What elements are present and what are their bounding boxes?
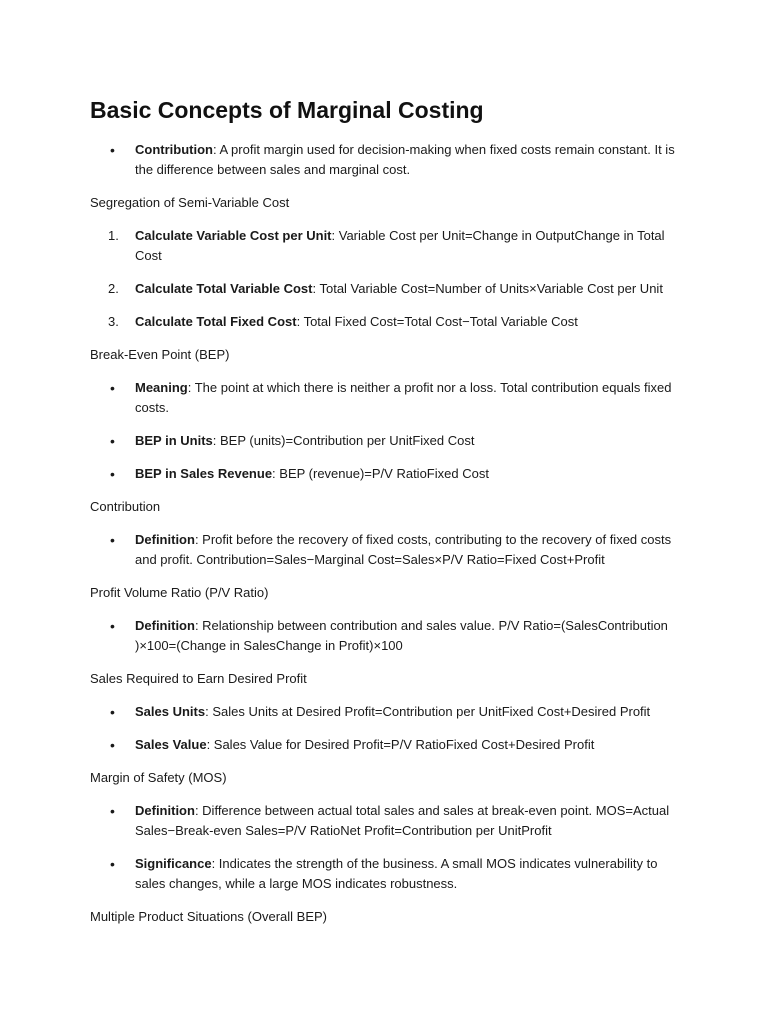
list-item xyxy=(90,854,680,894)
item-term: Contribution xyxy=(135,142,213,157)
item-term: Significance xyxy=(135,856,212,871)
section-heading: Multiple Product Situations (Overall BEP) xyxy=(90,909,327,924)
page-title: Basic Concepts of Marginal Costing xyxy=(90,97,484,123)
item-term: Definition xyxy=(135,803,195,818)
section-heading: Break-Even Point (BEP) xyxy=(90,347,230,362)
item-text: : A profit margin used for decision-making when fixed costs remain constant. It is the difference between sales and marginal cost. xyxy=(135,142,675,177)
bullet-list xyxy=(90,530,680,570)
document-body xyxy=(90,140,680,940)
bullet-icon: • xyxy=(110,433,115,449)
item-text: : Total Fixed Cost=Total Cost−Total Variable Cost xyxy=(296,314,578,329)
section-heading: Sales Required to Earn Desired Profit xyxy=(90,671,307,686)
list-item xyxy=(90,431,680,451)
item-text: : Relationship between contribution and sales value. P/V Ratio=(SalesContribution )×100=(Change in SalesChange in Profit)×100 xyxy=(135,618,668,653)
bullet-icon: • xyxy=(110,380,115,396)
item-term: Calculate Variable Cost per Unit xyxy=(135,228,332,243)
bullet-icon: • xyxy=(110,618,115,634)
numbered-list xyxy=(90,226,680,332)
bullet-icon: • xyxy=(110,142,115,158)
list-number: 1. xyxy=(108,228,119,243)
item-text: : Total Variable Cost=Number of Units×Variable Cost per Unit xyxy=(312,281,663,296)
list-item xyxy=(90,530,680,570)
list-item xyxy=(90,312,680,332)
bullet-list xyxy=(90,378,680,484)
item-term: Calculate Total Fixed Cost xyxy=(135,314,297,329)
list-item xyxy=(90,140,680,180)
item-term: BEP in Units xyxy=(135,433,213,448)
list-item xyxy=(90,378,680,418)
section-heading: Segregation of Semi-Variable Cost xyxy=(90,195,290,210)
item-text: : Sales Units at Desired Profit=Contribution per UnitFixed Cost+Desired Profit xyxy=(205,704,651,719)
item-term: Definition xyxy=(135,618,195,633)
bullet-list xyxy=(90,616,680,656)
section-heading: Profit Volume Ratio (P/V Ratio) xyxy=(90,585,269,600)
item-text: : Profit before the recovery of fixed costs, contributing to the recovery of fixed costs and profit. Contribution=Sales−Marginal Cost=Sales×P/V Ratio=Fixed Cost+Profit xyxy=(135,532,672,567)
item-text: : Sales Value for Desired Profit=P/V RatioFixed Cost+Desired Profit xyxy=(206,737,595,752)
item-text: : Difference between actual total sales and sales at break-even point. MOS=Actual Sales−Break-even Sales=P/V RatioNet Profit=Contribution per UnitProfit xyxy=(135,803,670,838)
bullet-list xyxy=(90,140,680,180)
item-term: Meaning xyxy=(135,380,188,395)
list-item xyxy=(90,801,680,841)
item-text: : BEP (revenue)=P/V RatioFixed Cost xyxy=(272,466,489,481)
bullet-icon: • xyxy=(110,704,115,720)
bullet-list xyxy=(90,801,680,894)
bullet-icon: • xyxy=(110,856,115,872)
section-heading: Contribution xyxy=(90,499,161,514)
bullet-icon: • xyxy=(110,466,115,482)
list-item xyxy=(90,464,680,484)
item-term: Sales Units xyxy=(135,704,206,719)
list-number: 3. xyxy=(108,314,119,329)
list-item xyxy=(90,279,680,299)
item-text: : Variable Cost per Unit=Change in OutputChange in Total Cost xyxy=(135,228,665,263)
list-number: 2. xyxy=(108,281,119,296)
bullet-icon: • xyxy=(110,803,115,819)
section-heading: Margin of Safety (MOS) xyxy=(90,770,227,785)
bullet-icon: • xyxy=(110,737,115,753)
item-text: : Indicates the strength of the business. A small MOS indicates vulnerability to sales changes, while a large MOS indicates robustness. xyxy=(135,856,658,891)
list-item xyxy=(90,735,680,755)
item-text: : The point at which there is neither a profit nor a loss. Total contribution equals fixed costs. xyxy=(135,380,672,415)
item-term: BEP in Sales Revenue xyxy=(135,466,273,481)
item-text: : BEP (units)=Contribution per UnitFixed Cost xyxy=(212,433,475,448)
list-item xyxy=(90,226,680,266)
list-item xyxy=(90,616,680,656)
item-term: Definition xyxy=(135,532,195,547)
list-item xyxy=(90,702,680,722)
item-term: Calculate Total Variable Cost xyxy=(135,281,313,296)
bullet-icon: • xyxy=(110,532,115,548)
bullet-list xyxy=(90,702,680,755)
item-term: Sales Value xyxy=(135,737,207,752)
